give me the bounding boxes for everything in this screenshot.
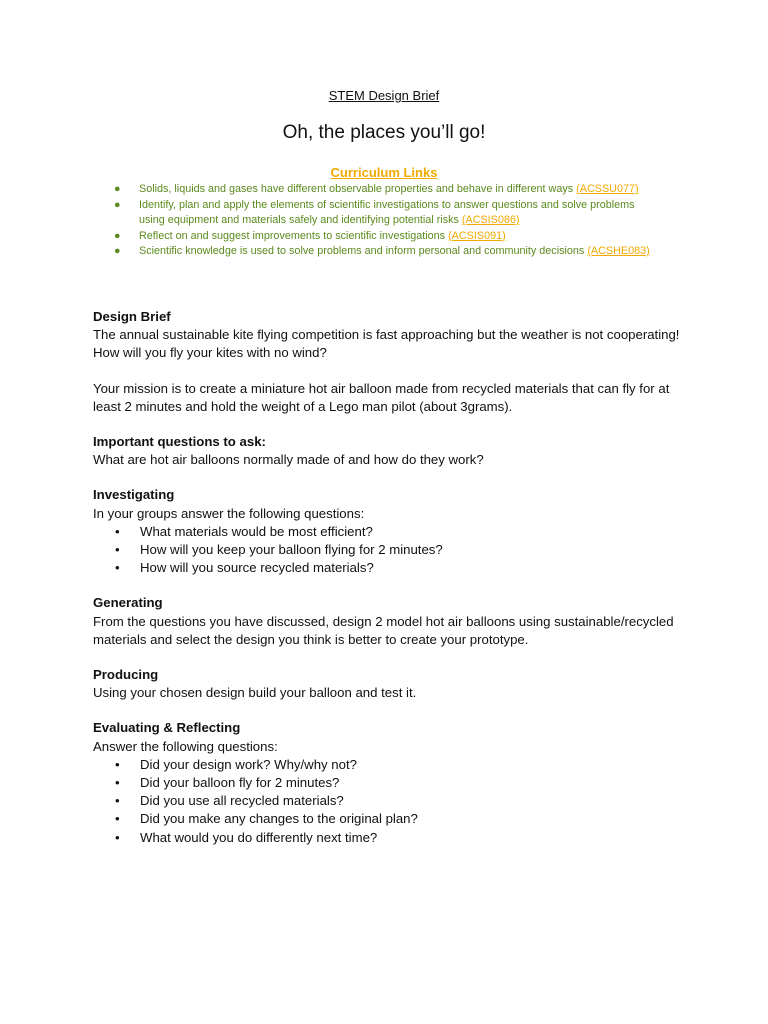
producing-text: Using your chosen design build your balloon and test it. (93, 685, 417, 701)
evaluating-intro: Answer the following questions: (93, 738, 278, 754)
list-item (93, 559, 683, 577)
curriculum-item (112, 198, 652, 229)
curriculum-item-text: Scientific knowledge is used to solve problems and inform personal and community decisions (139, 245, 588, 257)
curriculum-code-link[interactable]: (ACSIS091) (448, 229, 506, 242)
bullet-icon: • (115, 793, 120, 809)
investigating-heading: Investigating (93, 487, 175, 503)
curriculum-item-text: Solids, liquids and gases have different observable properties and behave in different ways (139, 183, 577, 195)
list-item-text: How will you source recycled materials? (140, 560, 374, 576)
bullet-icon: • (115, 829, 120, 845)
document-heading: Oh, the places you’ll go! (282, 122, 486, 143)
curriculum-item (112, 244, 652, 260)
list-item-text: How will you keep your balloon flying for 2 minutes? (140, 542, 443, 558)
curriculum-code-link[interactable]: (ACSHE083) (587, 245, 650, 257)
curriculum-code-link[interactable]: (ACSSU077) (576, 183, 639, 195)
list-item-text: Did your balloon fly for 2 minutes? (140, 775, 340, 791)
important-questions-heading: Important questions to ask: (93, 434, 266, 450)
bullet-icon: ● (114, 245, 121, 257)
bullet-icon: ● (114, 229, 121, 242)
curriculum-item-text: Reflect on and suggest improvements to scientific investigations (139, 229, 449, 242)
list-item (93, 792, 683, 810)
list-item (93, 774, 683, 792)
design-brief-heading: Design Brief (93, 309, 171, 324)
bullet-icon: • (115, 775, 120, 791)
investigating-list (93, 523, 683, 578)
evaluating-heading: Evaluating & Reflecting (93, 720, 241, 736)
curriculum-links-title: Curriculum Links (330, 165, 438, 180)
curriculum-item (112, 229, 652, 245)
bullet-icon: • (115, 523, 120, 539)
generating-text: From the questions you have discussed, design 2 model hot air balloons using sustainable/recycled materials and select the design you think is better to create your prototype. (93, 613, 674, 647)
important-questions-text: What are hot air balloons normally made of and how do they work? (93, 452, 484, 468)
list-item (93, 523, 683, 541)
bullet-icon: • (115, 560, 120, 576)
document-title: STEM Design Brief (328, 88, 440, 103)
list-item-text: Did you use all recycled materials? (140, 793, 344, 809)
list-item-text: Did your design work? Why/why not? (140, 756, 357, 772)
bullet-icon: • (115, 542, 120, 558)
list-item (93, 829, 683, 847)
generating-heading: Generating (93, 595, 163, 611)
investigating-intro: In your groups answer the following questions: (93, 505, 365, 521)
producing-heading: Producing (93, 667, 159, 683)
curriculum-links-list (112, 182, 652, 260)
document-body (93, 308, 683, 847)
bullet-icon: ● (114, 183, 121, 195)
list-item (93, 541, 683, 559)
bullet-icon: • (115, 811, 120, 827)
list-item-text: Did you make any changes to the original plan? (140, 811, 418, 827)
curriculum-code-link[interactable]: (ACSIS086) (461, 214, 520, 226)
curriculum-item-text: Identify, plan and apply the elements of scientific investigations to answer questions and solve problems using equipment and materials safely and identifying potential risks (139, 198, 635, 226)
bullet-icon: • (115, 756, 120, 772)
list-item (93, 810, 683, 828)
list-item (93, 756, 683, 774)
list-item-text: What materials would be most efficient? (140, 523, 373, 539)
mission-paragraph: Your mission is to create a miniature hot air balloon made from recycled materials that can fly for at least 2 minutes and hold the weight of a Lego man pilot (about 3grams). (93, 380, 670, 414)
curriculum-item (112, 182, 652, 198)
design-brief-paragraph: The annual sustainable kite flying competition is fast approaching but the weather is not cooperating! How will you fly your kites with no wind? (93, 327, 680, 361)
bullet-icon: ● (114, 198, 121, 211)
list-item-text: What would you do differently next time? (140, 829, 378, 845)
evaluating-list (93, 756, 683, 847)
